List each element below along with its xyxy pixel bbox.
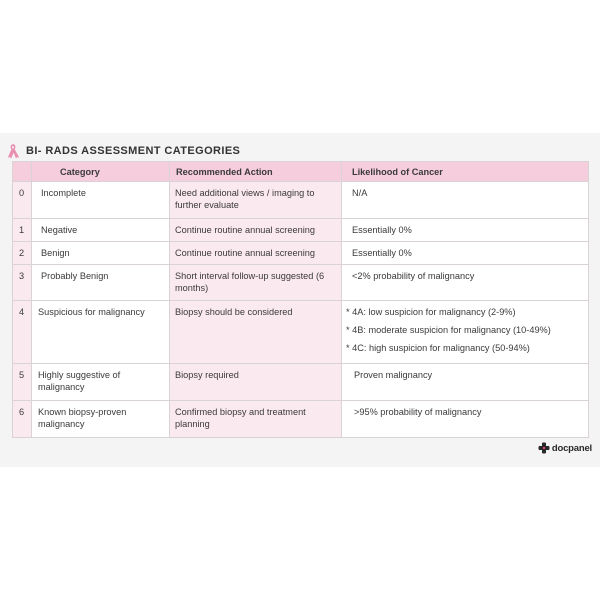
row-likelihood: <2% probability of malignancy [352,271,475,281]
row-action: Need additional views / imaging to further evaluate [175,188,315,210]
medical-plus-icon [538,442,550,454]
row-action: Confirmed biopsy and treatment planning [175,407,306,429]
page-heading [6,142,240,160]
row-likelihood-list [342,301,588,358]
row-likelihood: Proven malignancy [354,370,433,380]
header-number [13,162,32,182]
row-category: Suspicious for malignancy [38,307,145,317]
row-number: 2 [19,248,25,258]
table-row [13,301,589,364]
row-category: Benign [41,248,70,258]
row-action: Biopsy should be considered [175,307,293,317]
table-row [13,242,589,265]
row-likelihood: >95% probability of malignancy [354,407,482,417]
row-number: 0 [19,188,25,198]
row-number: 5 [19,370,25,380]
header-likelihood: Likelihood of Cancer [342,162,589,182]
table-row [13,219,589,242]
likelihood-subcategory-4a: * 4A: low suspicion for malignancy (2-9%) [346,307,516,317]
row-category: Highly suggestive of malignancy [38,370,121,392]
table-header-row [13,162,589,182]
pink-ribbon-icon [6,143,20,159]
logo-wordmark: docpanel [551,442,592,454]
row-category: Incomplete [41,188,86,198]
row-action: Biopsy required [175,370,239,380]
row-likelihood: Essentially 0% [352,225,412,235]
page-title: BI- RADS ASSESSMENT CATEGORIES [26,145,241,157]
row-category: Known biopsy-proven malignancy [38,407,127,429]
row-action: Short interval follow-up suggested (6 months) [175,271,325,293]
header-category: Category [32,162,170,182]
row-action: Continue routine annual screening [175,248,315,258]
row-category: Probably Benign [41,271,109,281]
row-action: Continue routine annual screening [175,225,315,235]
row-number: 1 [19,225,25,235]
row-number: 4 [19,307,25,317]
likelihood-subcategory-4b: * 4B: moderate suspicion for malignancy (10-49%) [346,325,551,335]
row-likelihood: Essentially 0% [352,248,412,258]
row-category: Negative [41,225,78,235]
table-row [13,364,589,401]
header-recommended-action: Recommended Action [170,162,342,182]
table-row [13,265,589,301]
docpanel-logo [538,441,592,455]
table-row [13,182,589,219]
likelihood-subcategory-4c: * 4C: high suspicion for malignancy (50-94%) [346,343,530,353]
row-number: 6 [19,407,25,417]
row-likelihood: N/A [352,188,368,198]
row-number: 3 [19,271,25,281]
table-row [13,401,589,438]
birads-table [12,161,589,438]
